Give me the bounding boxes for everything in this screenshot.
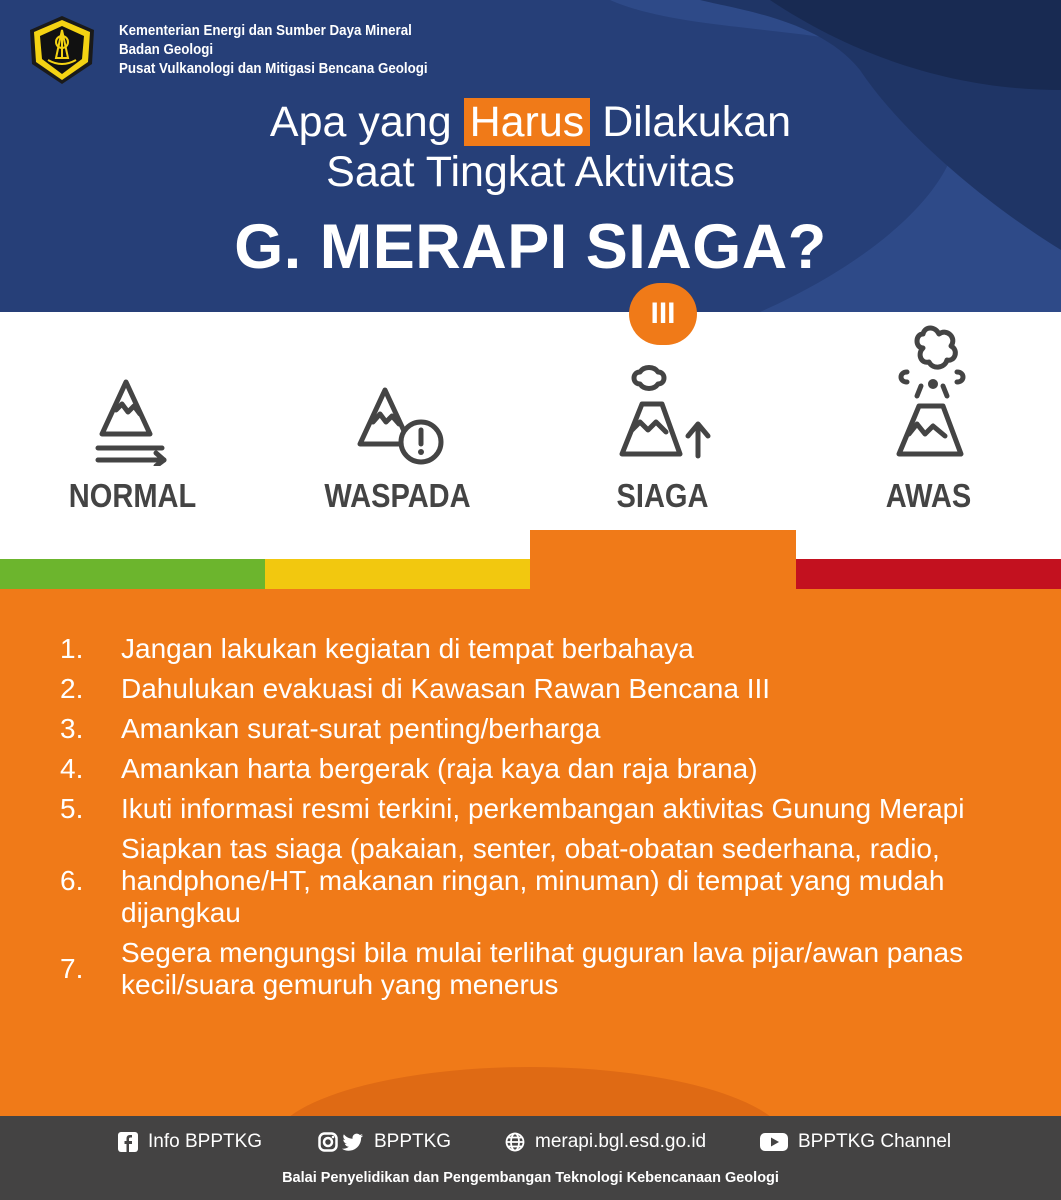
background-hill-decoration: [270, 1067, 790, 1116]
list-item: [60, 937, 1050, 1001]
level-label-awas: AWAS: [885, 477, 972, 514]
footer-social[interactable]: [318, 1130, 451, 1154]
esdm-logo: [26, 14, 98, 86]
mountain-arrow-right-icon: [92, 374, 172, 466]
list-item-text: Amankan surat-surat penting/berharga: [121, 713, 601, 744]
footer: [0, 1116, 1061, 1200]
footer-website[interactable]: [505, 1130, 706, 1154]
org-agency: Badan Geologi: [119, 42, 214, 58]
instructions-panel: [0, 589, 1061, 1116]
instruction-list: [60, 633, 1050, 1009]
list-item-text: Ikuti informasi resmi terkini, perkembangan aktivitas Gunung Merapi: [121, 793, 965, 824]
list-item-number: 7.: [60, 953, 84, 984]
level-label-siaga: SIAGA: [616, 477, 709, 514]
list-item-text: Dahulukan evakuasi di Kawasan Rawan Bencana III: [121, 673, 771, 704]
globe-icon: [505, 1132, 525, 1152]
level-bar-waspada: [265, 559, 530, 589]
list-item-number: 5.: [60, 793, 84, 824]
title-before: Apa yang: [269, 98, 452, 146]
org-center: Pusat Vulkanologi dan Mitigasi Bencana Geologi: [119, 61, 428, 77]
mountain-alert-icon: [355, 384, 445, 466]
footer-youtube[interactable]: [760, 1130, 951, 1154]
level-bar-awas: [796, 559, 1061, 589]
youtube-icon: [760, 1132, 788, 1152]
twitter-icon: [342, 1132, 364, 1152]
level-label-waspada: WASPADA: [324, 477, 471, 514]
list-item-text: Jangan lakukan kegiatan di tempat berbahaya: [121, 633, 694, 664]
footer-social-label: BPPTKG: [374, 1131, 452, 1152]
list-item-number: 3.: [60, 713, 84, 744]
footer-institution: Balai Penyelidikan dan Pengembangan Teknologi Kebencanaan Geologi: [282, 1170, 779, 1186]
instagram-icon: [318, 1132, 338, 1152]
header: [0, 0, 1061, 312]
list-item-text: Amankan harta bergerak (raja kaya dan raja brana): [121, 753, 758, 784]
volcano-arrow-up-icon: [618, 364, 712, 462]
list-item-number: 1.: [60, 633, 84, 664]
organization-names: [119, 22, 428, 79]
volcano-eruption-icon: [895, 324, 971, 462]
title-line-1: [0, 96, 1061, 148]
page-title: G. MERAPI SIAGA?: [234, 212, 827, 282]
facebook-icon: [118, 1132, 138, 1152]
list-item: [60, 793, 1050, 825]
footer-website-label: merapi.bgl.esd.go.id: [535, 1131, 707, 1152]
list-item: [60, 833, 1050, 929]
list-item-text: Siapkan tas siaga (pakaian, senter, obat-obatan sederhana, radio, handphone/HT, makanan ringan, minuman) di tempat yang mudah dijangkau: [121, 833, 945, 928]
list-item: [60, 713, 1050, 745]
footer-facebook-label: Info BPPTKG: [148, 1131, 263, 1152]
level-label-normal: NORMAL: [68, 477, 197, 514]
level-badge: III: [629, 283, 697, 345]
list-item-number: 2.: [60, 673, 84, 704]
list-item-number: 6.: [60, 865, 84, 896]
title-line-2: Saat Tingkat Aktivitas: [326, 148, 735, 196]
list-item-number: 4.: [60, 753, 84, 784]
list-item: [60, 753, 1050, 785]
list-item: [60, 673, 1050, 705]
list-item: [60, 633, 1050, 665]
list-item-text: Segera mengungsi bila mulai terlihat guguran lava pijar/awan panas kecil/suara gemuruh yang menerus: [121, 937, 964, 1000]
org-ministry: Kementerian Energi dan Sumber Daya Mineral: [119, 23, 412, 39]
title-highlight: Harus: [464, 98, 591, 146]
title-after: Dilakukan: [602, 98, 792, 146]
level-bar-normal: [0, 559, 265, 589]
footer-youtube-label: BPPTKG Channel: [798, 1131, 952, 1152]
footer-facebook[interactable]: [118, 1130, 262, 1154]
active-level-tab: [530, 530, 796, 590]
